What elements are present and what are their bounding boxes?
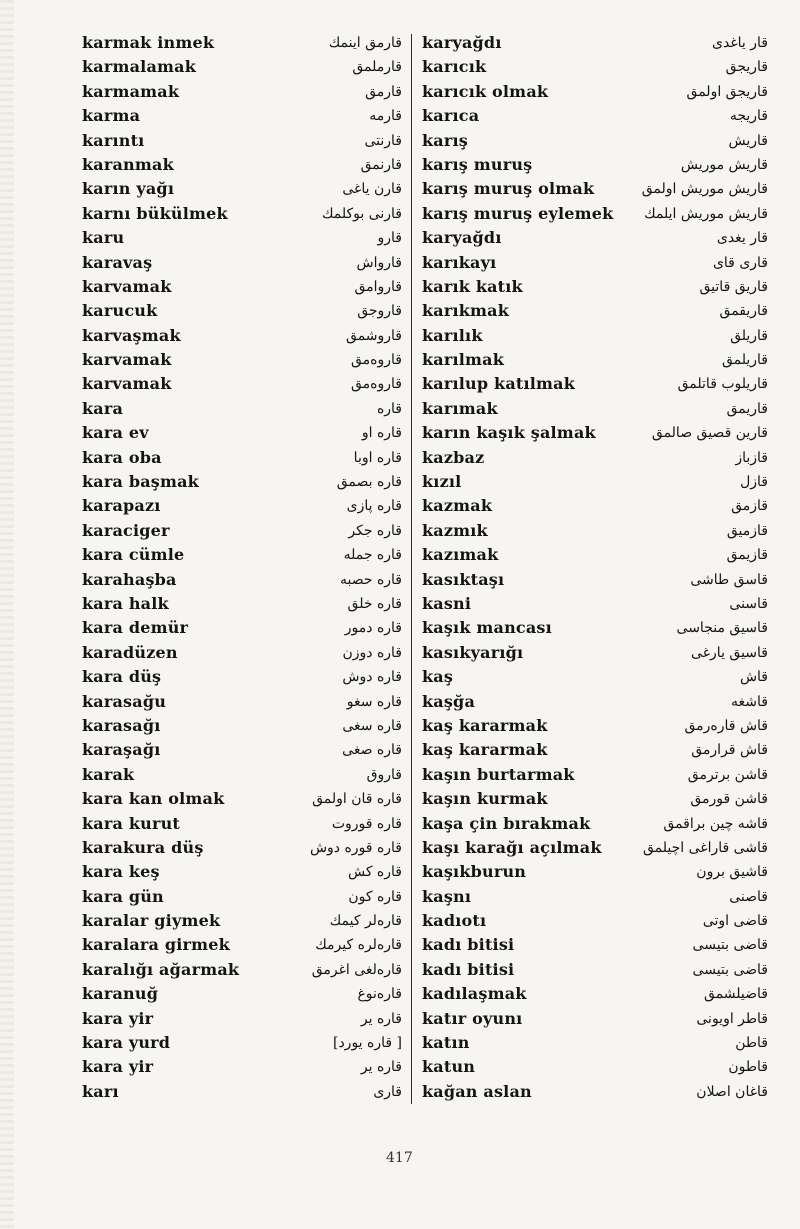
- entry-turkish-term: karmak inmek: [82, 33, 215, 52]
- entry-turkish-term: kaşnı: [422, 886, 472, 906]
- entry-ottoman-script: قاره اوبا: [353, 449, 402, 466]
- dictionary-entry: [82, 763, 402, 787]
- entry-ottoman-script: قاریلق: [730, 327, 768, 344]
- entry-ottoman-script: قارنمق: [360, 156, 402, 173]
- entry-turkish-term: karmamak: [82, 81, 180, 101]
- entry-turkish-term: kağan aslan: [422, 1081, 532, 1101]
- entry-turkish-term: karaşağı: [82, 740, 161, 760]
- dictionary-entry: [82, 1080, 402, 1104]
- entry-turkish-term: karanuğ: [82, 984, 159, 1004]
- entry-ottoman-script: قاروامق: [354, 278, 402, 295]
- entry-turkish-term: karın kaşık şalmak: [422, 423, 596, 443]
- dictionary-entry: [82, 714, 402, 738]
- dictionary-entry: [422, 909, 768, 933]
- entry-ottoman-script: قارنتی: [364, 132, 402, 149]
- dictionary-entry: [82, 787, 402, 811]
- entry-turkish-term: karıcık olmak: [422, 81, 549, 101]
- entry-turkish-term: karıcık: [422, 57, 487, 77]
- entry-turkish-term: kızıl: [422, 472, 462, 492]
- dictionary-entry: [82, 982, 402, 1006]
- dictionary-entry: [422, 397, 768, 421]
- dictionary-entry: [422, 299, 768, 323]
- entry-ottoman-script: قارەلره كيرمك: [315, 937, 402, 954]
- dictionary-entry: [422, 543, 768, 567]
- entry-ottoman-script: قاری قای: [712, 254, 768, 271]
- entry-ottoman-script: قاسیق یارغی: [691, 644, 768, 661]
- dictionary-entry: [82, 226, 402, 250]
- entry-turkish-term: kara: [82, 398, 124, 418]
- entry-ottoman-script: قاریش موریش اولمق: [641, 181, 768, 198]
- entry-ottoman-script: [ قاره یورد]: [332, 1035, 402, 1052]
- entry-turkish-term: karavaş: [82, 252, 153, 272]
- entry-ottoman-script: قاروجق: [357, 303, 402, 320]
- entry-turkish-term: kaşın kurmak: [422, 789, 548, 809]
- dictionary-entry: [422, 933, 768, 957]
- entry-turkish-term: kazımak: [422, 545, 499, 565]
- entry-ottoman-script: قارمه: [369, 108, 402, 125]
- entry-turkish-term: karıkayı: [422, 252, 497, 272]
- dictionary-entry: [82, 372, 402, 396]
- entry-turkish-term: kara yir: [82, 1008, 154, 1028]
- entry-ottoman-script: قاروەمق: [351, 352, 402, 369]
- dictionary-entry: [422, 275, 768, 299]
- entry-ottoman-script: قاریش موریش: [680, 156, 768, 173]
- entry-ottoman-script: قاره یر: [360, 1010, 402, 1027]
- dictionary-entry: [422, 494, 768, 518]
- dictionary-entry: [422, 690, 768, 714]
- entry-turkish-term: kara düş: [82, 667, 162, 687]
- entry-turkish-term: karılık: [422, 325, 483, 345]
- dictionary-entry: [82, 397, 402, 421]
- dictionary-entry: [422, 592, 768, 616]
- entry-turkish-term: karak: [82, 764, 135, 784]
- entry-turkish-term: karakura düş: [82, 837, 204, 857]
- entry-turkish-term: kaş kararmak: [422, 740, 548, 760]
- entry-turkish-term: kazbaz: [422, 447, 485, 467]
- entry-ottoman-script: قاشه چین براقمق: [663, 815, 768, 832]
- dictionary-entry: [82, 860, 402, 884]
- dictionary-entry: [82, 836, 402, 860]
- dictionary-entry: [82, 812, 402, 836]
- entry-ottoman-script: قارملمق: [352, 59, 402, 76]
- entry-ottoman-script: قاره صغی: [342, 742, 402, 759]
- dictionary-entry: [422, 1031, 768, 1055]
- entry-ottoman-script: قاره جمله: [343, 547, 402, 564]
- dictionary-entry: [82, 1007, 402, 1031]
- entry-turkish-term: karık katık: [422, 276, 523, 296]
- entry-ottoman-script: قاطر اویونی: [696, 1010, 768, 1027]
- dictionary-entry: [82, 592, 402, 616]
- entry-ottoman-script: قاروق: [366, 766, 402, 783]
- entry-ottoman-script: قاره سغی: [342, 717, 402, 734]
- entry-ottoman-script: قاغان اصلان: [696, 1083, 768, 1100]
- entry-turkish-term: kaşıkburun: [422, 862, 527, 882]
- entry-ottoman-script: قاسیق منجاسی: [676, 620, 768, 637]
- dictionary-entry: [82, 446, 402, 470]
- entry-ottoman-script: قاروشمق: [346, 327, 402, 344]
- entry-turkish-term: katun: [422, 1057, 476, 1077]
- entry-ottoman-script: قاشیق برون: [696, 864, 768, 881]
- entry-turkish-term: karış muruş eylemek: [422, 203, 614, 223]
- dictionary-entry: [82, 543, 402, 567]
- dictionary-entry: [82, 421, 402, 445]
- entry-turkish-term: kara demür: [82, 618, 189, 638]
- dictionary-entry: [82, 104, 402, 128]
- entry-ottoman-script: قاریجق: [725, 59, 768, 76]
- dictionary-entry: [422, 568, 768, 592]
- scan-edge: [0, 0, 14, 1229]
- entry-ottoman-script: قاریقمق: [719, 303, 768, 320]
- dictionary-entry: [422, 80, 768, 104]
- entry-ottoman-script: قارنی بوكلمك: [321, 205, 402, 222]
- dictionary-entry: [82, 933, 402, 957]
- dictionary-entry: [422, 885, 768, 909]
- dictionary-entry: [82, 251, 402, 275]
- entry-ottoman-script: قاشی قاراغی اچیلمق: [642, 839, 768, 856]
- entry-ottoman-script: قاش قارەرمق: [684, 717, 768, 734]
- entry-ottoman-script: قاره پازی: [346, 498, 402, 515]
- entry-turkish-term: karnı bükülmek: [82, 203, 228, 223]
- entry-turkish-term: karıca: [422, 106, 480, 126]
- entry-turkish-term: karalığı ağarmak: [82, 959, 240, 979]
- entry-ottoman-script: قار یاغدی: [712, 35, 768, 51]
- dictionary-entry: [422, 812, 768, 836]
- entry-turkish-term: kara oba: [82, 447, 162, 467]
- entry-turkish-term: karyağdı: [422, 33, 502, 52]
- entry-ottoman-script: قارەنوغ: [357, 986, 402, 1003]
- dictionary-entry: [422, 1080, 768, 1104]
- entry-turkish-term: kara cümle: [82, 545, 185, 565]
- entry-ottoman-script: قاره كون: [348, 888, 402, 905]
- dictionary-entry: [82, 324, 402, 348]
- entry-ottoman-script: قاره كش: [347, 864, 402, 881]
- dictionary-entry: [82, 738, 402, 762]
- entry-turkish-term: karış muruş: [422, 154, 533, 174]
- dictionary-entry: [422, 860, 768, 884]
- entry-ottoman-script: قاضیلشمق: [704, 986, 768, 1003]
- entry-turkish-term: karvaşmak: [82, 325, 181, 345]
- dictionary-entry: [422, 616, 768, 640]
- entry-ottoman-script: قاطن: [735, 1035, 768, 1052]
- entry-ottoman-script: قاسق طاشی: [690, 571, 768, 588]
- entry-ottoman-script: قاشغه: [731, 693, 768, 710]
- entry-ottoman-script: قاره جكر: [348, 522, 402, 539]
- entry-ottoman-script: قاریجه: [729, 108, 768, 125]
- entry-ottoman-script: قاضی اوتی: [702, 913, 768, 930]
- entry-ottoman-script: قاره دوش: [342, 669, 402, 686]
- entry-turkish-term: kara ev: [82, 423, 149, 443]
- right-column: [422, 31, 768, 1104]
- entry-turkish-term: kasni: [422, 593, 472, 613]
- dictionary-entry: [422, 372, 768, 396]
- dictionary-entry: [422, 226, 768, 250]
- dictionary-entry: [422, 665, 768, 689]
- dictionary-entry: [82, 348, 402, 372]
- entry-ottoman-script: قاریمق: [726, 400, 768, 417]
- entry-turkish-term: karı: [82, 1081, 119, 1101]
- dictionary-entry: [422, 958, 768, 982]
- dictionary-entry: [422, 348, 768, 372]
- dictionary-entry: [82, 641, 402, 665]
- dictionary-entry: [82, 885, 402, 909]
- entry-ottoman-script: قاره قوروت: [331, 815, 402, 832]
- entry-turkish-term: kazmık: [422, 520, 488, 540]
- entry-turkish-term: karvamak: [82, 276, 172, 296]
- dictionary-entry: [82, 690, 402, 714]
- dictionary-entry: [422, 31, 768, 55]
- dictionary-entry: [422, 446, 768, 470]
- entry-ottoman-script: قارەلغی اغرمق: [311, 961, 402, 978]
- entry-turkish-term: karapazı: [82, 496, 161, 516]
- entry-ottoman-script: قاش: [739, 669, 768, 686]
- entry-ottoman-script: قاره قوره دوش: [309, 839, 402, 856]
- entry-turkish-term: kaş kararmak: [422, 715, 548, 735]
- dictionary-entry: [82, 470, 402, 494]
- entry-ottoman-script: قازمق: [731, 498, 768, 515]
- entry-ottoman-script: قار یغدی: [716, 230, 768, 247]
- dictionary-entry: [422, 202, 768, 226]
- entry-turkish-term: kara keş: [82, 862, 160, 882]
- dictionary-entry: [422, 982, 768, 1006]
- entry-ottoman-script: قاش قرارمق: [691, 742, 768, 759]
- entry-ottoman-script: قاری: [373, 1083, 402, 1100]
- entry-turkish-term: kasıkyarığı: [422, 642, 524, 662]
- dictionary-entry: [422, 129, 768, 153]
- entry-turkish-term: karılup katılmak: [422, 374, 576, 394]
- dictionary-entry: [422, 421, 768, 445]
- entry-ottoman-script: قاشن قورمق: [690, 791, 768, 808]
- dictionary-entry: [82, 275, 402, 299]
- entry-turkish-term: kara başmak: [82, 472, 199, 492]
- dictionary-entry: [82, 1031, 402, 1055]
- entry-ottoman-script: قاره بصمق: [336, 474, 402, 491]
- dictionary-entry: [82, 153, 402, 177]
- entry-turkish-term: kara kan olmak: [82, 789, 225, 809]
- entry-turkish-term: karu: [82, 228, 125, 248]
- entry-turkish-term: karış: [422, 130, 468, 150]
- entry-ottoman-script: قاره سغو: [346, 693, 402, 710]
- entry-ottoman-script: قاضی بتیسی: [692, 937, 768, 954]
- entry-ottoman-script: قاره او: [361, 425, 402, 442]
- column-divider: [411, 34, 412, 1104]
- entry-ottoman-script: قارواش: [356, 254, 402, 271]
- dictionary-entry: [82, 31, 402, 55]
- dictionary-entry: [422, 763, 768, 787]
- entry-ottoman-script: قاریش: [728, 132, 768, 149]
- dictionary-entry: [82, 129, 402, 153]
- entry-turkish-term: karılmak: [422, 350, 505, 370]
- dictionary-entry: [422, 153, 768, 177]
- entry-ottoman-script: قاریجق اولمق: [686, 83, 768, 100]
- entry-ottoman-script: قاشن برترمق: [687, 766, 768, 783]
- dictionary-entry: [422, 55, 768, 79]
- entry-turkish-term: karyağdı: [422, 228, 502, 248]
- entry-ottoman-script: قاضی بتیسی: [692, 961, 768, 978]
- entry-turkish-term: karıntı: [82, 130, 145, 150]
- entry-turkish-term: kaşı karağı açılmak: [422, 837, 602, 857]
- entry-ottoman-script: قاره خلق: [347, 595, 402, 612]
- dictionary-entry: [82, 202, 402, 226]
- dictionary-entry: [82, 1055, 402, 1079]
- dictionary-entry: [422, 519, 768, 543]
- entry-turkish-term: kara gün: [82, 886, 164, 906]
- entry-ottoman-script: قازل: [740, 474, 768, 491]
- entry-turkish-term: karasağu: [82, 691, 167, 711]
- entry-ottoman-script: قاصنی: [729, 888, 768, 905]
- dictionary-entry: [422, 836, 768, 860]
- entry-turkish-term: kaşa çin bırakmak: [422, 813, 591, 833]
- entry-ottoman-script: قاره حصبه: [339, 571, 402, 588]
- entry-turkish-term: karma: [82, 106, 141, 126]
- dictionary-entry: [422, 1007, 768, 1031]
- entry-turkish-term: kazmak: [422, 496, 493, 516]
- dictionary-entry: [82, 177, 402, 201]
- dictionary-entry: [422, 104, 768, 128]
- entry-turkish-term: karıkmak: [422, 301, 510, 321]
- entry-turkish-term: kadı bitisi: [422, 959, 515, 979]
- entry-turkish-term: kaşık mancası: [422, 618, 552, 638]
- entry-turkish-term: karahaşba: [82, 569, 177, 589]
- entry-ottoman-script: قاسنی: [729, 595, 768, 612]
- dictionary-entry: [422, 787, 768, 811]
- dictionary-entry: [422, 251, 768, 275]
- entry-turkish-term: karucuk: [82, 301, 158, 321]
- entry-turkish-term: karış muruş olmak: [422, 179, 595, 199]
- left-column: [82, 31, 402, 1104]
- dictionary-entry: [422, 324, 768, 348]
- entry-turkish-term: kaşğa: [422, 691, 476, 711]
- entry-turkish-term: karaciger: [82, 520, 170, 540]
- entry-turkish-term: kasıktaşı: [422, 569, 505, 589]
- dictionary-entry: [82, 568, 402, 592]
- entry-ottoman-script: قاره: [376, 400, 402, 417]
- entry-ottoman-script: قاریش موریش ایلمك: [644, 205, 768, 222]
- entry-ottoman-script: قارمق: [365, 83, 402, 100]
- entry-ottoman-script: قازمیق: [726, 522, 768, 539]
- entry-turkish-term: karalara girmek: [82, 935, 230, 955]
- entry-ottoman-script: قاره دمور: [344, 620, 402, 637]
- entry-turkish-term: karalar giymek: [82, 911, 221, 931]
- dictionary-entry: [422, 470, 768, 494]
- entry-ottoman-script: قازباز: [735, 449, 768, 466]
- dictionary-entry: [422, 714, 768, 738]
- entry-ottoman-script: قارین قصیق صالمق: [651, 425, 768, 442]
- entry-turkish-term: katır oyunı: [422, 1008, 523, 1028]
- dictionary-entry: [422, 738, 768, 762]
- dictionary-entry: [82, 55, 402, 79]
- entry-ottoman-script: قارەلر كيمك: [329, 913, 402, 930]
- entry-turkish-term: kaşın burtarmak: [422, 764, 575, 784]
- entry-turkish-term: kara yurd: [82, 1033, 171, 1053]
- dictionary-entry: [82, 958, 402, 982]
- entry-ottoman-script: قاریق قاتیق: [699, 278, 768, 295]
- dictionary-entry: [422, 1055, 768, 1079]
- entry-turkish-term: kara yir: [82, 1057, 154, 1077]
- entry-turkish-term: kara halk: [82, 593, 169, 613]
- entry-turkish-term: karın yağı: [82, 179, 175, 199]
- dictionary-entry: [82, 299, 402, 323]
- entry-ottoman-script: قاره قان اولمق: [312, 791, 402, 808]
- dictionary-entry: [82, 80, 402, 104]
- entry-turkish-term: kadıotı: [422, 911, 487, 931]
- entry-turkish-term: kaş: [422, 667, 454, 687]
- dictionary-entry: [82, 519, 402, 543]
- entry-turkish-term: karanmak: [82, 154, 174, 174]
- entry-ottoman-script: قاریلوب قاتلمق: [677, 376, 768, 393]
- entry-ottoman-script: قارن یاغی: [342, 181, 402, 198]
- dictionary-entry: [82, 616, 402, 640]
- entry-turkish-term: kara kurut: [82, 813, 180, 833]
- entry-ottoman-script: قاره یر: [360, 1059, 402, 1076]
- entry-ottoman-script: قاروەمق: [351, 376, 402, 393]
- entry-turkish-term: katın: [422, 1033, 470, 1053]
- entry-ottoman-script: قارو: [377, 230, 402, 247]
- dictionary-entry: [422, 641, 768, 665]
- entry-turkish-term: karadüzen: [82, 642, 178, 662]
- entry-turkish-term: karımak: [422, 398, 498, 418]
- entry-ottoman-script: قارمق اینمك: [328, 35, 402, 51]
- entry-turkish-term: kadılaşmak: [422, 984, 527, 1004]
- entry-ottoman-script: قاطون: [728, 1059, 768, 1076]
- entry-turkish-term: kadı bitisi: [422, 935, 515, 955]
- entry-ottoman-script: قازیمق: [726, 547, 768, 564]
- dictionary-entry: [82, 494, 402, 518]
- dictionary-entry: [82, 909, 402, 933]
- entry-turkish-term: karmalamak: [82, 57, 197, 77]
- entry-turkish-term: karvamak: [82, 350, 172, 370]
- entry-turkish-term: karvamak: [82, 374, 172, 394]
- dictionary-entry: [82, 665, 402, 689]
- entry-turkish-term: karasağı: [82, 715, 161, 735]
- entry-ottoman-script: قاره دوزن: [342, 644, 402, 661]
- entry-ottoman-script: قاریلمق: [721, 352, 768, 369]
- page-number: 417: [386, 1150, 413, 1166]
- dictionary-entry: [422, 177, 768, 201]
